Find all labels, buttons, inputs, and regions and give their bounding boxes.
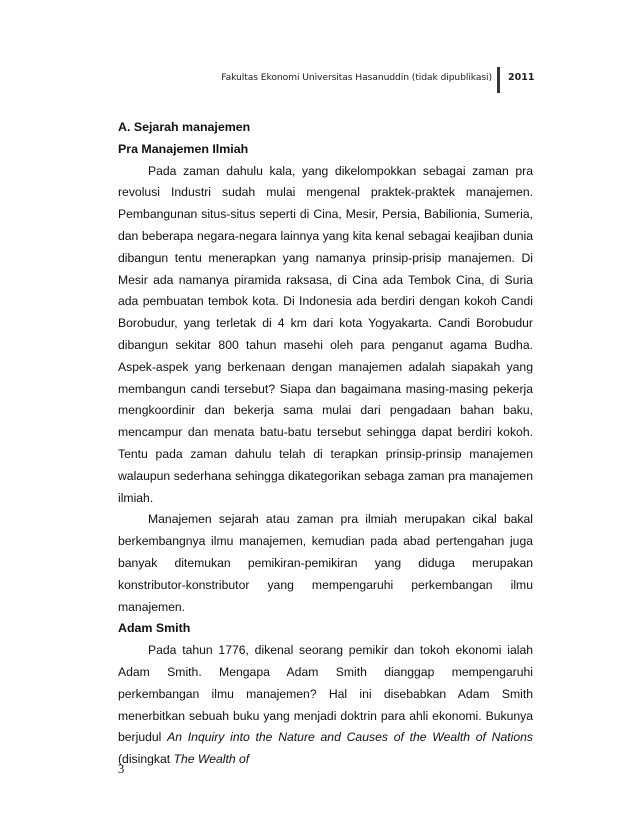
page-header bbox=[0, 67, 638, 93]
paragraph-3-text-middle: (disingkat bbox=[118, 752, 174, 767]
header-year: 2011 bbox=[508, 72, 535, 83]
paragraph-1 bbox=[118, 161, 533, 510]
short-book-title: The Wealth of bbox=[173, 752, 250, 767]
paragraph-2 bbox=[118, 509, 533, 618]
paragraph-2-text: Manajemen sejarah atau zaman pra ilmiah merupakan cikal bakal berkembangnya ilmu manajemen, kemudian pada abad pertengahan juga banyak ditemukan pemikiran-pemikiran yang diduga merupakan konstributor-konstributor yang mempengaruhi perkembangan ilmu manajemen. bbox=[118, 512, 533, 614]
book-title: An Inquiry into the Nature and Causes of the Wealth of Nations bbox=[167, 730, 533, 745]
subheading-adam-smith: Adam Smith bbox=[118, 621, 191, 636]
header-divider bbox=[497, 67, 500, 93]
document-body bbox=[118, 117, 533, 771]
header-text: Fakultas Ekonomi Universitas Hasanuddin (tidak dipublikasi) bbox=[221, 72, 492, 83]
paragraph-3-text-before: Pada tahun 1776, dikenal seorang pemikir dan tokoh ekonomi ialah Adam Smith. Mengapa Adam Smith dianggap mempengaruhi perkembangan ilmu manajemen? Hal ini disebabkan Adam Smith menerbitkan sebuah buku yang menjadi doktrin para ahli ekonomi. Bukunya berjudul bbox=[118, 643, 533, 745]
paragraph-1-text: Pada zaman dahulu kala, yang dikelompokkan sebagai zaman pra revolusi Industri sudah mulai mengenal praktek-praktek manajemen. Pembangunan situs-situs seperti di Cina, Mesir, Persia, Babilionia, Sumeria, dan beberapa negara-negara lainnya yang kita kenal sebagai keajiban dunia dibangun tentu menerapkan yang namanya prinsip-prisip manajemen. Di Mesir ada namanya piramida raksasa, di Cina ada Tembok Cina, di Suria ada pembuatan tembok kota. Di Indonesia ada berdiri dengan kokoh Candi Borobudur, yang terletak di 4 km dari kota Yogyakarta. Candi Borobudur dibangun sekitar 800 tahun masehi oleh para penganut agama Budha. Aspek-aspek yang berkenaan dengan manajemen adalah siapakah yang membangun candi tersebut? Siapa dan bagaimana masing-masing pekerja mengkoordinir dan bekerja sama mulai dari pengadaan bahan baku, mencampur dan menata batu-batu tersebut sehingga dapat berdiri kokoh. Tentu pada zaman dahulu telah di terapkan prinsip-prinsip manajemen walaupun sederhana sehingga dikategorikan sebaga zaman pra manajemen ilmiah. bbox=[118, 163, 533, 505]
section-title: A. Sejarah manajemen bbox=[118, 120, 251, 134]
page-number: 3 bbox=[118, 762, 125, 776]
paragraph-3 bbox=[118, 640, 533, 771]
subheading-pra-manajemen-ilmiah: Pra Manajemen Ilmiah bbox=[118, 141, 249, 156]
